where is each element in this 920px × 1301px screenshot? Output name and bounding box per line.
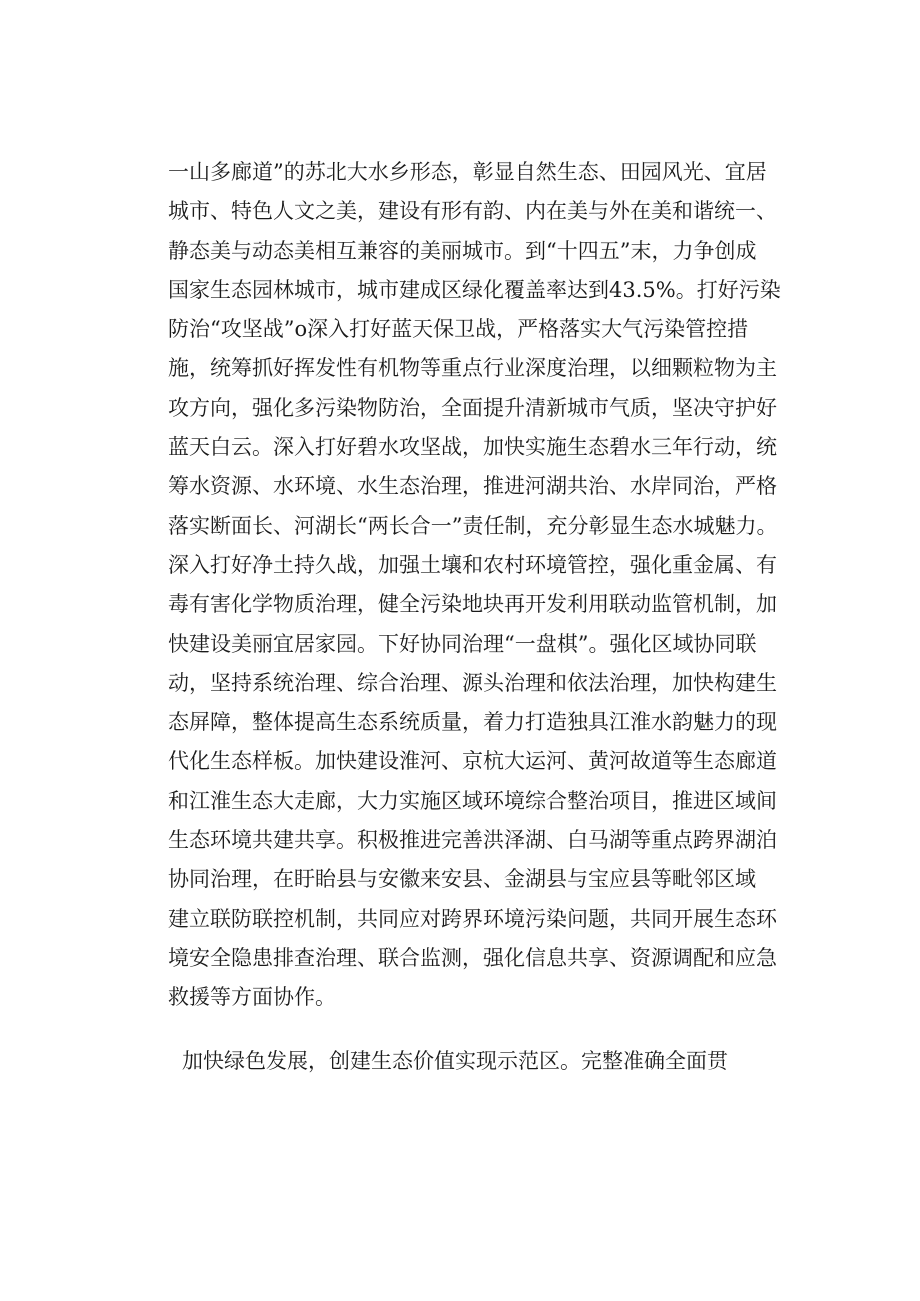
text-line: 生态环境共建共享。积极推进完善洪泽湖、白马湖等重点跨界湖泊 [168,828,777,853]
text-line: 攻方向，强化多污染物防治，全面提升清新城市气质，坚决守护好 [168,395,777,420]
text-line: 蓝天白云。深入打好碧水攻坚战，加快实施生态碧水三年行动，统 [168,435,777,460]
text-line: 国家生态园林城市，城市建成区绿化覆盖率达到43.5%。打好污染 [168,277,781,302]
text-line: 加快绿色发展，创建生态价值实现示范区。完整准确全面贯 [182,1048,728,1073]
text-line: 境安全隐患排查治理、联合监测，强化信息共享、资源调配和应急 [168,945,777,970]
text-line: 代化生态样板。加快建设淮河、京杭大运河、黄河故道等生态廊道 [168,749,777,774]
text-line: 和江淮生态大走廊，大力实施区域环境综合整治项目，推进区域间 [168,788,777,813]
text-line: 城市、特色人文之美，建设有形有韵、内在美与外在美和谐统一、 [168,199,777,224]
text-line: 一山多廊道”的苏北大水乡形态，彰显自然生态、田园风光、宜居 [168,160,767,184]
paragraph-gap [168,1018,808,1042]
text-line: 动，坚持系统治理、综合治理、源头治理和依法治理，加快构建生 [168,670,777,695]
text-line: 快建设美丽宜居家园。下好协同治理“一盘棋”。强化区域协同联 [168,631,757,656]
text-line: 防治“攻坚战”o深入打好蓝天保卫战，严格落实大气污染管控措 [168,317,749,342]
text-line: 落实断面长、河湖长“两长合一”责任制，充分彰显生态水城魅力。 [168,513,778,538]
text-line: 救援等方面协作。 [168,985,336,1010]
text-line: 毒有害化学物质治理，健全污染地块再开发利用联动监管机制，加 [168,592,777,617]
text-line: 深入打好净土持久战，加强土壤和农村环境管控，强化重金属、有 [168,552,777,577]
text-line: 静态美与动态美相互兼容的美丽城市。到“十四五”末，力争创成 [168,238,757,263]
body-text [168,153,808,1081]
text-line: 施，统筹抓好挥发性有机物等重点行业深度治理，以细颗粒物为主 [168,356,777,381]
paragraph-1 [168,153,808,1018]
text-line: 态屏障，整体提高生态系统质量，着力打造独具江淮水韵魅力的现 [168,710,777,735]
paragraph-2 [168,1042,808,1081]
text-line: 筹水资源、水环境、水生态治理，推进河湖共治、水岸同治，严格 [168,474,777,499]
text-line: 建立联防联控机制，共同应对跨界环境污染问题，共同开展生态环 [168,906,777,931]
text-line: 协同治理，在盱眙县与安徽来安县、金湖县与宝应县等毗邻区域 [168,867,756,892]
